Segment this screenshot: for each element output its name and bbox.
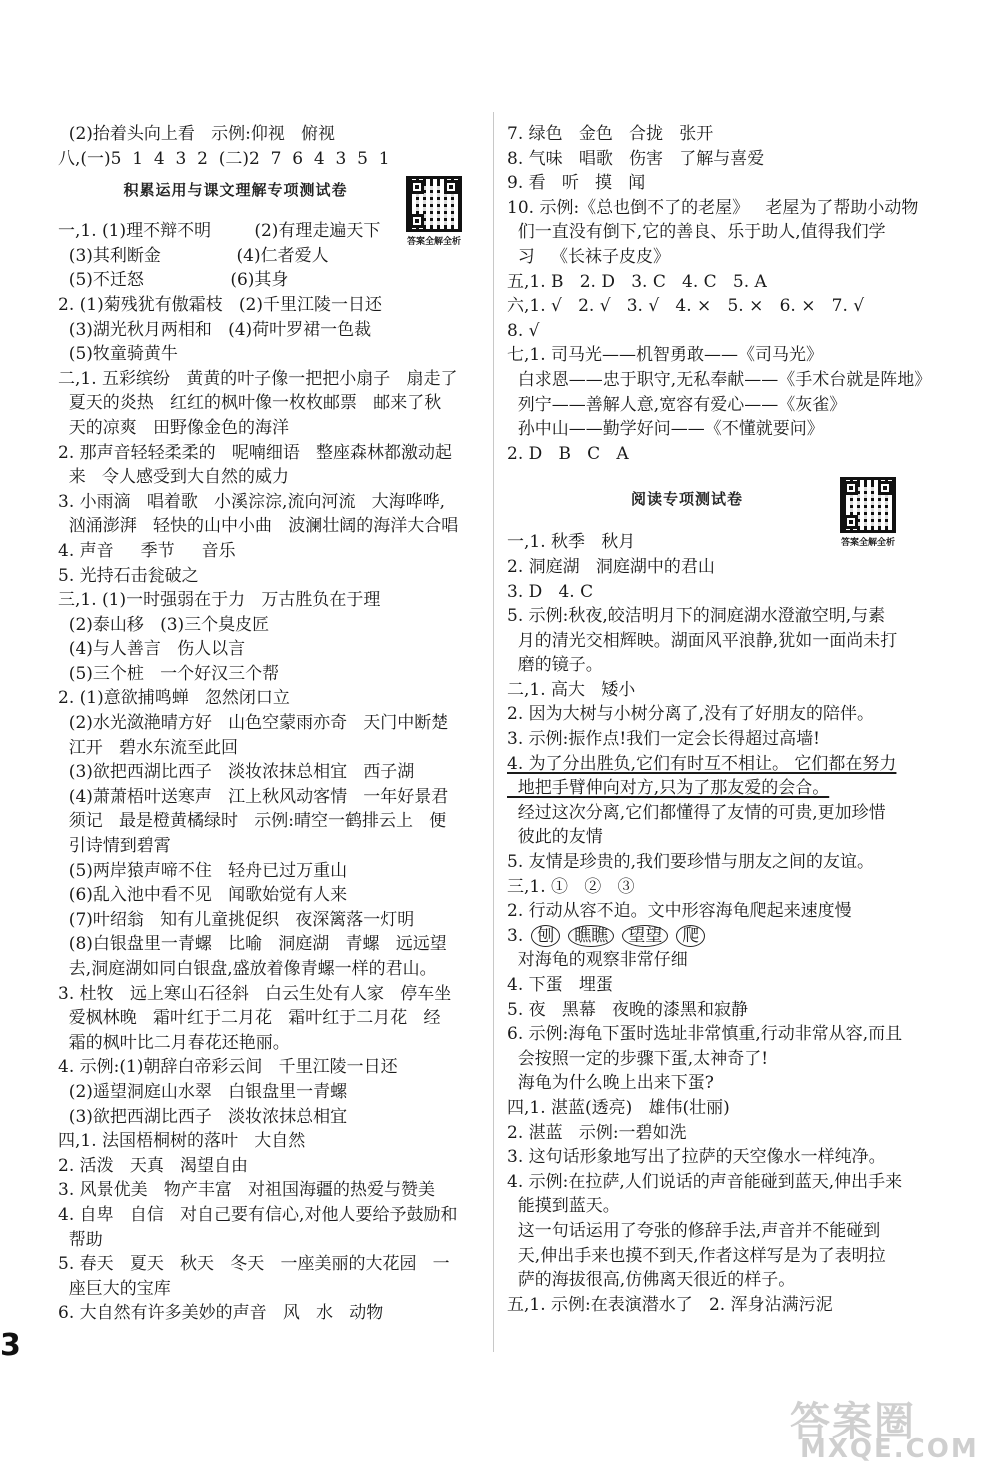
answer-line: 习 《长袜子皮皮》 [507, 246, 671, 267]
answer-line: 5. 示例:秋夜,皎洁明月下的洞庭湖水澄澈空明,与素 [507, 606, 886, 627]
answer-line: 一,1. 秋季 秋月 [507, 532, 636, 553]
answer-line: 二,1. 五彩缤纷 黄黄的叶子像一把把小扇子 扇走了 [58, 368, 458, 389]
answer-line: 五,1. B 2. D 3. C 4. C 5. A [507, 271, 767, 292]
answer-line: 6. 示例:海龟下蛋时选址非常慎重,行动非常从容,而且 [507, 1024, 903, 1045]
answer-line: (3)湖光秋月两相和 (4)荷叶罗裙一色裁 [58, 319, 372, 340]
answer-line: 们一直没有倒下,它的善良、乐于助人,值得我们学 [507, 222, 886, 243]
answer-line: 2. 行动从容不迫。文中形容海龟爬起来速度慢 [507, 901, 852, 922]
answer-line: 萨的海拔很高,仿佛离天很近的样子。 [507, 1270, 796, 1291]
answer-line: 2. (1)菊残犹有傲霜枝 (2)千里江陵一日还 [58, 294, 382, 315]
answer-line: 3. D 4. C [507, 581, 594, 602]
answer-line: 2. 洞庭湖 洞庭湖中的君山 [507, 556, 715, 577]
answer-line: 天,伸出手来也摸不到天,作者这样写是为了表明拉 [507, 1245, 886, 1266]
answer-line: (4)与人善言 伤人以言 [58, 639, 246, 660]
answer-line: (3)欲把西湖比西子 淡妆浓抹总相宜 西子湖 [58, 762, 415, 783]
answer-line: 八,(一)5 1 4 3 2 (二)2 7 6 4 3 5 1 [58, 148, 390, 169]
answer-line: 磨的镜子。 [507, 655, 603, 676]
answer-line: 引诗情到碧霄 [58, 836, 171, 857]
answer-line: 帮助 [58, 1229, 103, 1250]
section-title: 阅读专项测试卷 [630, 490, 743, 509]
circled-words-line [507, 924, 947, 949]
answer-line: 一,1. (1)理不辩不明 (2)有理走遍天下 [58, 221, 381, 242]
answer-line: 5. 友情是珍贵的,我们要珍惜与朋友之间的友谊。 [507, 852, 875, 873]
answer-line: 4. 下蛋 埋蛋 [507, 975, 613, 995]
answer-line: 孙中山——勤学好问——《不懂就要问》 [507, 419, 824, 440]
answer-line: 三,1. (1)一时强弱在于力 万古胜负在于理 [58, 590, 381, 611]
answer-line: (5)不迁怒 (6)其身 [58, 270, 289, 291]
answer-line: 5. 夜 黑幕 夜晚的漆黑和寂静 [507, 999, 749, 1020]
answer-line: 夏天的炎热 红红的枫叶像一枚枚邮票 邮来了秋 [58, 393, 442, 414]
qr-code-icon [840, 477, 896, 533]
answer-line: (3)欲把西湖比西子 淡妆浓抹总相宜 [58, 1106, 348, 1127]
answer-line: 3. 风景优美 物产丰富 对祖国海疆的热爱与赞美 [58, 1180, 436, 1201]
answer-line: 5. 春天 夏天 秋天 冬天 一座美丽的大花园 一 [58, 1254, 450, 1275]
qr-code-2[interactable] [836, 477, 900, 548]
answer-line: 3. 杜牧 远上寒山石径斜 白云生处有人家 停车坐 [58, 983, 452, 1004]
answer-line: 月的清光交相辉映。湖面风平浪静,犹如一面尚未打 [507, 630, 898, 651]
answer-line: (6)乱入池中看不见 闻歌始觉有人来 [58, 885, 348, 906]
answer-line: (8)白银盘里一青螺 比喻 洞庭湖 青螺 远远望 [58, 934, 447, 955]
answer-line: 2. 湛蓝 示例:一碧如洗 [507, 1122, 687, 1143]
answer-line: (2)水光潋滟晴方好 山色空蒙雨亦奇 天门中断楚 [58, 713, 449, 734]
answer-line: (5)两岸猿声啼不住 轻舟已过万重山 [58, 860, 348, 881]
qr-code-icon [406, 176, 462, 232]
answer-line: 江开 碧水东流至此回 [58, 737, 239, 758]
circled-word: 瞧瞧 [568, 925, 614, 947]
answer-line: 4. 自卑 自信 对自己要有信心,对他人要给予鼓励和 [58, 1204, 458, 1225]
answer-line: 彼此的友情 [507, 827, 603, 848]
page-number: 3 [0, 1328, 21, 1363]
answer-line: 7. 绿色 金色 合拢 张开 [507, 124, 714, 144]
answer-line: (2)遥望洞庭山水翠 白银盘里一青螺 [58, 1081, 348, 1102]
answer-line: 2. 那声音轻轻柔柔的 呢喃细语 整座森林都激动起 [58, 442, 453, 463]
answer-line: 2. 活泼 天真 渴望自由 [58, 1155, 249, 1176]
circled-word: 爬 [676, 925, 705, 947]
answer-line: 4. 为了分出胜负,它们有时互不相让。 它们都在努力 [507, 753, 897, 774]
left-column [58, 122, 483, 1326]
column-divider [493, 112, 494, 1352]
right-column [507, 122, 947, 1317]
answer-line: 爱枫林晚 霜叶红于二月花 霜叶红于二月花 经 [58, 1008, 441, 1029]
answer-line: 3. 示例:振作点!我们一定会长得超过高墙! [507, 729, 821, 750]
answer-line: 座巨大的宝库 [58, 1278, 171, 1299]
answer-line: 9. 看 听 摸 闻 [507, 173, 646, 194]
watermark-url: MXQE.COM [800, 1434, 979, 1464]
answer-line: 经过这次分离,它们都懂得了友情的可贵,更加珍惜 [507, 802, 886, 823]
answer-line: 对海龟的观察非常仔细 [507, 950, 688, 971]
watermark-logo-text: 答案圈 [790, 1399, 916, 1445]
answer-line: 会按照一定的步骤下蛋,太神奇了! [507, 1048, 769, 1069]
answer-line: 去,洞庭湖如同白银盘,盛放着像青螺一样的君山。 [58, 959, 437, 979]
answer-line: 五,1. 示例:在表演潜水了 2. 浑身沾满污泥 [507, 1294, 833, 1315]
answer-line: 5. 光持石击瓮破之 [58, 565, 199, 586]
answer-line: 天的凉爽 田野像金色的海洋 [58, 417, 290, 438]
answer-line: 海龟为什么晚上出来下蛋? [507, 1073, 714, 1094]
answer-line: 七,1. 司马光——机智勇敢——《司马光》 [507, 345, 824, 366]
answer-line: 列宁——善解人意,宽容有爱心——《灰雀》 [507, 394, 847, 415]
circled-word: 刨 [531, 925, 560, 947]
answer-line: 8. √ [507, 320, 540, 341]
answer-line: 6. 大自然有许多美妙的声音 风 水 动物 [58, 1303, 384, 1324]
qr-caption: 答案全解全析 [406, 237, 461, 247]
answer-line: 2. (1)意欲捕鸣蝉 忽然闭口立 [58, 688, 290, 709]
answer-line: (2)抬着头向上看 示例:仰视 俯视 [58, 124, 336, 144]
answer-line: (5)三个桩 一个好汉三个帮 [58, 663, 280, 684]
answer-line: 须记 最是橙黄橘绿时 示例:晴空一鹤排云上 便 [58, 811, 447, 832]
answer-line: (3)其利断金 (4)仁者爱人 [58, 245, 329, 266]
qr-code-1[interactable] [402, 176, 466, 247]
answer-line: (4)萧萧梧叶送寒声 江上秋风动客情 一年好景君 [58, 786, 449, 807]
answer-line: 汹涌澎湃 轻快的山中小曲 波澜壮阔的海洋大合唱 [58, 516, 459, 537]
answer-line: 四,1. 法国梧桐树的落叶 大自然 [58, 1131, 306, 1152]
answer-line: 10. 示例:《总也倒不了的老屋》 老屋为了帮助小动物 [507, 197, 919, 218]
circled-word: 望望 [622, 925, 668, 947]
answer-line: 4. 示例:在拉萨,人们说话的声音能碰到蓝天,伸出手来 [507, 1171, 903, 1192]
watermark [790, 1390, 990, 1465]
section-title: 积累运用与课文理解专项测试卷 [123, 181, 348, 200]
answer-line: 4. 声音 季节 音乐 [58, 540, 236, 561]
answer-line: 霜的枫叶比二月春花还艳丽。 [58, 1032, 290, 1053]
answer-line: 2. D B C A [507, 443, 629, 464]
answer-line: 4. 示例:(1)朝辞白帝彩云间 千里江陵一日还 [58, 1057, 398, 1078]
answer-line: 能摸到蓝天。 [507, 1196, 620, 1217]
answer-line: 四,1. 湛蓝(透亮) 雄伟(壮丽) [507, 1097, 730, 1118]
answer-line: (5)牧童骑黄牛 [58, 344, 178, 365]
answer-line: 3. 这句话形象地写出了拉萨的天空像水一样纯净。 [507, 1147, 886, 1168]
answer-line: 来 令人感受到大自然的威力 [58, 467, 290, 488]
answer-line: 二,1. 高大 矮小 [507, 679, 636, 700]
answer-line: (2)泰山移 (3)三个臭皮匠 [58, 614, 270, 635]
answer-line: 三,1. ① ② ③ [507, 876, 635, 897]
qr-caption: 答案全解全析 [840, 538, 895, 548]
answer-line: 2. 因为大树与小树分离了,没有了好朋友的陪伴。 [507, 704, 875, 725]
answer-line: 这一句话运用了夸张的修辞手法,声音并不能碰到 [507, 1220, 881, 1241]
answer-line: 白求恩——忠于职守,无私奉献——《手术台就是阵地》 [507, 369, 932, 390]
answer-line: 六,1. √ 2. √ 3. √ 4. × 5. × 6. × 7. √ [507, 296, 865, 317]
answer-line: 8. 气味 唱歌 伤害 了解与喜爱 [507, 148, 765, 169]
answer-line: 3. 小雨滴 唱着歌 小溪淙淙,流向河流 大海哗哗, [58, 491, 446, 512]
question-number: 3. [507, 925, 524, 946]
answer-line: 地把手臂伸向对方,只为了那友爱的会合。 [507, 778, 830, 799]
answer-line: (7)叶绍翁 知有儿童挑促织 夜深篱落一灯明 [58, 909, 415, 930]
